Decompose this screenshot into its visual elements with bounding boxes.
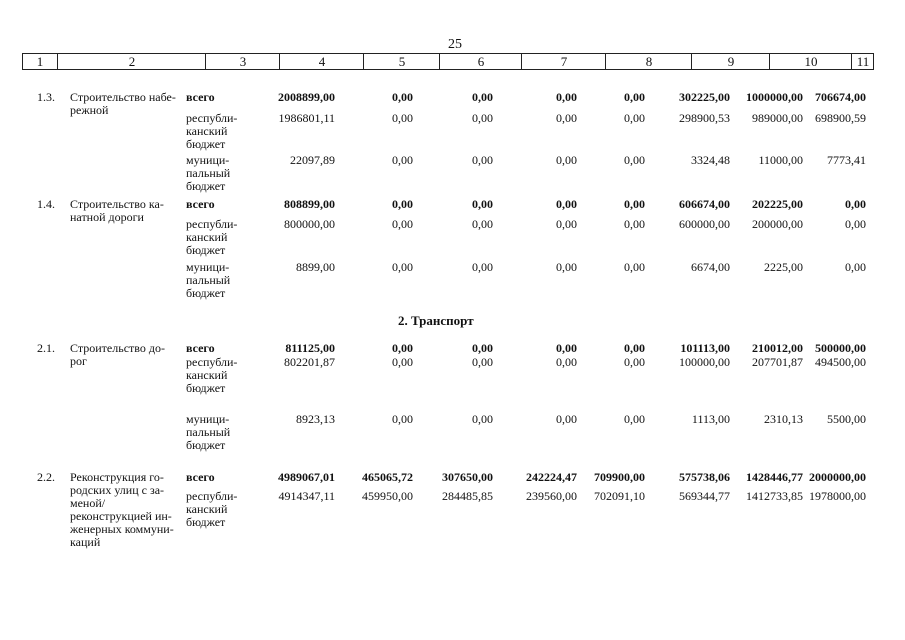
col-header-4: 4: [279, 54, 364, 69]
republic-col-11: 698900,59: [815, 111, 866, 125]
row-number: 2.1.: [37, 341, 55, 355]
total-col-10: 210012,00: [752, 341, 803, 355]
republic-col-5: 0,00: [392, 111, 413, 125]
republic-col-4: 802201,87: [284, 355, 335, 369]
total-col-6: 307650,00: [442, 470, 493, 484]
label-municipal-budget: муници- пальный бюджет: [186, 412, 231, 452]
col-header-10: 10: [769, 54, 852, 69]
col-header-6: 6: [439, 54, 522, 69]
municipal-col-10: 2310,13: [764, 412, 803, 426]
total-col-5: 0,00: [392, 90, 413, 104]
municipal-col-7: 0,00: [556, 153, 577, 167]
label-total: всего: [186, 90, 215, 104]
republic-col-6: 0,00: [472, 217, 493, 231]
municipal-col-5: 0,00: [392, 153, 413, 167]
total-col-6: 0,00: [472, 90, 493, 104]
republic-col-4: 800000,00: [284, 217, 335, 231]
col-header-2: 2: [57, 54, 206, 69]
total-col-8: 709900,00: [594, 470, 645, 484]
municipal-col-4: 22097,89: [290, 153, 335, 167]
col-header-11: 11: [851, 54, 874, 69]
municipal-col-4: 8899,00: [296, 260, 335, 274]
row-title: Строительство ка- натной дороги: [70, 197, 164, 224]
label-municipal-budget: муници- пальный бюджет: [186, 153, 231, 193]
total-col-6: 0,00: [472, 341, 493, 355]
total-col-9: 575738,06: [679, 470, 730, 484]
municipal-col-7: 0,00: [556, 260, 577, 274]
republic-col-8: 0,00: [624, 217, 645, 231]
republic-col-8: 0,00: [624, 355, 645, 369]
republic-col-8: 702091,10: [594, 489, 645, 503]
col-header-7: 7: [521, 54, 606, 69]
municipal-col-11: 5500,00: [827, 412, 866, 426]
republic-col-11: 494500,00: [815, 355, 866, 369]
republic-col-6: 284485,85: [442, 489, 493, 503]
municipal-col-9: 3324,48: [691, 153, 730, 167]
label-total: всего: [186, 197, 215, 211]
label-total: всего: [186, 470, 215, 484]
label-municipal-budget: муници- пальный бюджет: [186, 260, 231, 300]
label-republic-budget: республи- канский бюджет: [186, 217, 238, 257]
row-number: 2.2.: [37, 470, 55, 484]
republic-col-6: 0,00: [472, 111, 493, 125]
municipal-col-9: 6674,00: [691, 260, 730, 274]
republic-col-5: 0,00: [392, 355, 413, 369]
municipal-col-5: 0,00: [392, 260, 413, 274]
total-col-4: 811125,00: [285, 341, 335, 355]
label-total: всего: [186, 341, 215, 355]
republic-col-10: 989000,00: [752, 111, 803, 125]
republic-col-9: 100000,00: [679, 355, 730, 369]
column-header-row: [22, 53, 874, 70]
municipal-col-6: 0,00: [472, 153, 493, 167]
municipal-col-10: 2225,00: [764, 260, 803, 274]
col-header-5: 5: [363, 54, 440, 69]
col-header-3: 3: [205, 54, 280, 69]
republic-col-5: 0,00: [392, 217, 413, 231]
republic-col-5: 459950,00: [362, 489, 413, 503]
republic-col-10: 1412733,85: [746, 489, 803, 503]
municipal-col-9: 1113,00: [691, 412, 730, 426]
republic-col-9: 569344,77: [679, 489, 730, 503]
row-number: 1.3.: [37, 90, 55, 104]
total-col-7: 0,00: [556, 90, 577, 104]
total-col-7: 0,00: [556, 197, 577, 211]
col-header-1: 1: [36, 54, 44, 69]
total-col-11: 500000,00: [815, 341, 866, 355]
total-col-4: 808899,00: [284, 197, 335, 211]
label-republic-budget: республи- канский бюджет: [186, 489, 238, 529]
republic-col-6: 0,00: [472, 355, 493, 369]
republic-col-4: 4914347,11: [278, 489, 335, 503]
total-col-5: 0,00: [392, 341, 413, 355]
municipal-col-8: 0,00: [624, 412, 645, 426]
total-col-10: 1000000,00: [746, 90, 803, 104]
total-col-7: 0,00: [556, 341, 577, 355]
municipal-col-11: 0,00: [845, 260, 866, 274]
republic-col-10: 200000,00: [752, 217, 803, 231]
row-title: Строительство набе- режной: [70, 90, 176, 117]
republic-col-4: 1986801,11: [278, 111, 335, 125]
republic-col-8: 0,00: [624, 111, 645, 125]
republic-col-11: 0,00: [845, 217, 866, 231]
total-col-11: 0,00: [845, 197, 866, 211]
total-col-10: 202225,00: [752, 197, 803, 211]
republic-col-7: 0,00: [556, 217, 577, 231]
total-col-10: 1428446,77: [746, 470, 803, 484]
municipal-col-6: 0,00: [472, 260, 493, 274]
page-number: 25: [448, 37, 462, 52]
municipal-col-4: 8923,13: [296, 412, 335, 426]
total-col-9: 101113,00: [680, 341, 730, 355]
col-header-8: 8: [605, 54, 692, 69]
total-col-5: 465065,72: [362, 470, 413, 484]
col-header-9: 9: [691, 54, 770, 69]
republic-col-7: 0,00: [556, 111, 577, 125]
municipal-col-7: 0,00: [556, 412, 577, 426]
total-col-7: 242224,47: [526, 470, 577, 484]
municipal-col-11: 7773,41: [827, 153, 866, 167]
label-republic-budget: республи- канский бюджет: [186, 355, 238, 395]
total-col-5: 0,00: [392, 197, 413, 211]
republic-col-7: 0,00: [556, 355, 577, 369]
municipal-col-10: 11000,00: [758, 153, 803, 167]
total-col-9: 302225,00: [679, 90, 730, 104]
republic-col-9: 298900,53: [679, 111, 730, 125]
municipal-col-8: 0,00: [624, 260, 645, 274]
row-number: 1.4.: [37, 197, 55, 211]
total-col-9: 606674,00: [679, 197, 730, 211]
republic-col-9: 600000,00: [679, 217, 730, 231]
total-col-4: 2008899,00: [278, 90, 335, 104]
total-col-11: 706674,00: [815, 90, 866, 104]
municipal-col-6: 0,00: [472, 412, 493, 426]
total-col-8: 0,00: [624, 341, 645, 355]
total-col-8: 0,00: [624, 197, 645, 211]
republic-col-7: 239560,00: [526, 489, 577, 503]
municipal-col-5: 0,00: [392, 412, 413, 426]
row-title: Строительство до- рог: [70, 341, 165, 368]
municipal-col-8: 0,00: [624, 153, 645, 167]
total-col-8: 0,00: [624, 90, 645, 104]
total-col-4: 4989067,01: [278, 470, 335, 484]
republic-col-10: 207701,87: [752, 355, 803, 369]
section-title: 2. Транспорт: [398, 313, 474, 328]
republic-col-11: 1978000,00: [809, 489, 866, 503]
label-republic-budget: республи- канский бюджет: [186, 111, 238, 151]
total-col-6: 0,00: [472, 197, 493, 211]
total-col-11: 2000000,00: [809, 470, 866, 484]
row-title: Реконструкция го- родских улиц с за- меной/ реконструкцией ин- женерных коммуни- каций: [70, 470, 174, 549]
